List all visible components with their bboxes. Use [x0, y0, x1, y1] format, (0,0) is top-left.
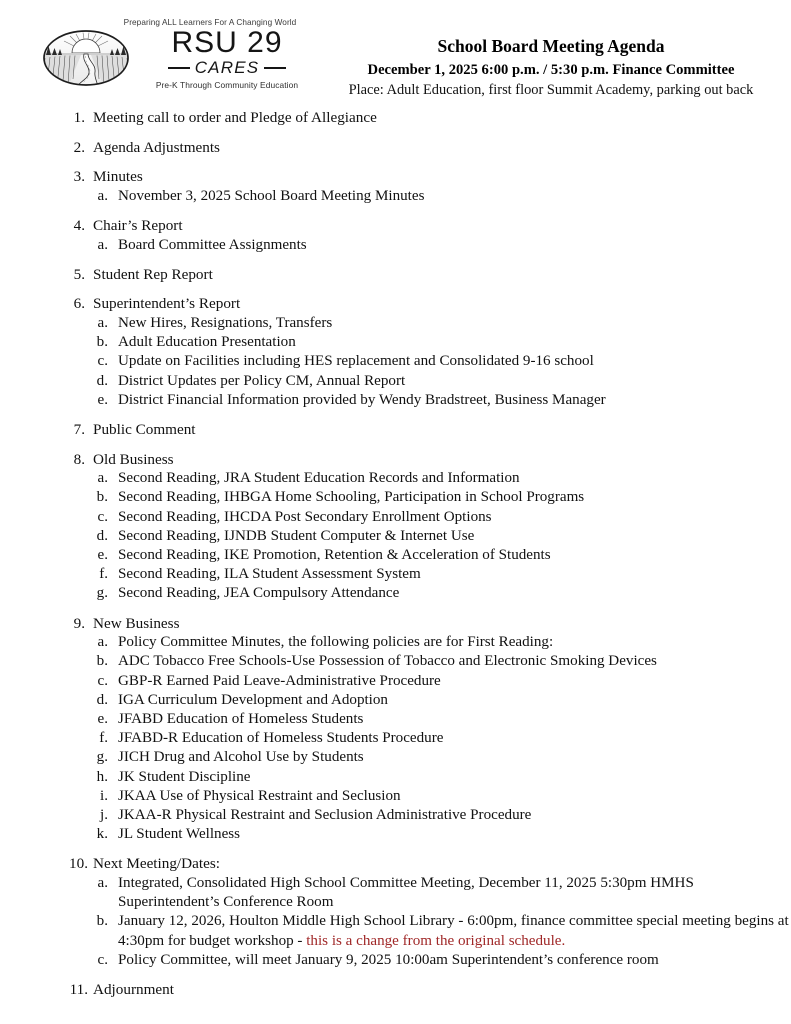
- agenda-item-row: [0, 138, 791, 158]
- agenda-subitem-label: New Hires, Resignations, Transfers: [118, 314, 333, 331]
- agenda-subitem-row: [0, 633, 791, 652]
- agenda-subitem-row: [0, 469, 791, 488]
- agenda-subitem-letter: a.: [97, 187, 108, 204]
- agenda-item-number: 8.: [73, 450, 85, 468]
- sunrise-over-road-oval-logo: [42, 29, 130, 87]
- agenda-subitem-row: [0, 691, 791, 710]
- agenda-subitem-row: [0, 352, 791, 371]
- agenda-subitem-letter: c.: [97, 672, 108, 689]
- agenda-subitem-letter: b.: [96, 913, 108, 930]
- agenda-subitem-label: JFABD-R Education of Homeless Students Procedure: [118, 730, 444, 747]
- agenda-subitem-row: [0, 912, 791, 950]
- agenda-subitem-letter: c.: [97, 353, 108, 370]
- agenda-item-row: [0, 450, 791, 470]
- agenda-subitem-letter: a.: [97, 875, 108, 892]
- agenda-subitem-row: [0, 874, 791, 912]
- agenda-item: [0, 294, 791, 410]
- agenda-item-label: Minutes: [93, 168, 143, 186]
- agenda-item-label: Old Business: [93, 450, 174, 468]
- agenda-subitem-letter: g.: [96, 749, 108, 766]
- brand-cares: CARES: [194, 58, 260, 77]
- agenda-subitem-label: Second Reading, IJNDB Student Computer & Internet Use: [118, 527, 475, 544]
- agenda-subitem-list: [0, 236, 791, 255]
- agenda-subitem-row: [0, 825, 791, 844]
- agenda-subitem-letter: a.: [97, 314, 108, 331]
- agenda-subitem-letter: a.: [97, 634, 108, 651]
- agenda-subitem-label: Integrated, Consolidated High School Committee Meeting, December 11, 2025 5:30pm HMHS Superintendent’s Conference Room: [118, 875, 694, 911]
- agenda-subitem-label: GBP-R Earned Paid Leave-Administrative Procedure: [118, 672, 441, 689]
- agenda-subitem-label: Adult Education Presentation: [118, 334, 296, 351]
- meeting-datetime: December 1, 2025 6:00 p.m. / 5:30 p.m. Finance Committee: [367, 62, 735, 78]
- brand-name: RSU 29: [171, 26, 283, 59]
- agenda-item-label: Agenda Adjustments: [93, 138, 220, 156]
- agenda-subitem-letter: d.: [96, 691, 108, 708]
- agenda-subitem-row: [0, 806, 791, 825]
- agenda-item-row: [0, 108, 791, 128]
- agenda-item-number: 5.: [73, 265, 85, 283]
- agenda-item: [0, 420, 791, 440]
- agenda-subitem-letter: d.: [96, 372, 108, 389]
- agenda-subitem-row: [0, 527, 791, 546]
- document-header: [0, 0, 791, 108]
- agenda-subitem-label: Second Reading, JRA Student Education Records and Information: [118, 470, 520, 487]
- agenda-item: [0, 216, 791, 255]
- agenda-item: [0, 265, 791, 285]
- agenda-item-number: 6.: [73, 295, 85, 313]
- agenda-subitem-letter: d.: [96, 527, 108, 544]
- agenda-item-row: [0, 980, 791, 1000]
- brand-dash-left: [168, 67, 190, 69]
- agenda-subitem-row: [0, 652, 791, 671]
- agenda-subitem-letter: a.: [97, 470, 108, 487]
- agenda-item: [0, 167, 791, 206]
- agenda-item: [0, 980, 791, 1000]
- agenda-item-row: [0, 614, 791, 634]
- agenda-subitem-row: [0, 768, 791, 787]
- agenda-subitem-list: [0, 187, 791, 206]
- agenda-subitem-label: JFABD Education of Homeless Students: [118, 711, 364, 727]
- agenda-subitem-label: Second Reading, IHBGA Home Schooling, Participation in School Programs: [118, 489, 585, 506]
- agenda-item-number: 2.: [73, 138, 85, 156]
- agenda-item-number: 7.: [73, 420, 85, 438]
- agenda-subitem-label: Update on Facilities including HES replacement and Consolidated 9-16 school: [118, 353, 594, 370]
- agenda-subitem-letter: c.: [97, 508, 108, 525]
- agenda-subitem-label: Policy Committee, will meet January 9, 2025 10:00am Superintendent’s conference room: [118, 951, 659, 968]
- agenda-subitem-list: [0, 874, 791, 970]
- agenda-subitem-row: [0, 787, 791, 806]
- agenda-subitem-row: [0, 672, 791, 691]
- agenda-item-number: 11.: [69, 981, 88, 999]
- agenda-subitem-row: [0, 710, 791, 729]
- agenda-item-row: [0, 294, 791, 314]
- agenda-item: [0, 108, 791, 128]
- agenda-subitem-list: [0, 314, 791, 410]
- agenda-subitem-letter: f.: [99, 730, 108, 747]
- agenda-subitem-label: ADC Tobacco Free Schools-Use Possession of Tobacco and Electronic Smoking Devices: [118, 653, 657, 670]
- agenda-item-label: Public Comment: [93, 420, 196, 438]
- agenda-item-label: Student Rep Report: [93, 265, 213, 283]
- agenda-subitem-row: [0, 748, 791, 767]
- agenda-subitem-letter: a.: [97, 236, 108, 253]
- agenda-subitem-label: January 12, 2026, Houlton Middle High School Library - 6:00pm, finance committee special meeting begins at 4:30pm for budget workshop -: [118, 913, 789, 949]
- agenda-subitem-row: [0, 391, 791, 410]
- agenda-subitem-letter: k.: [96, 826, 108, 843]
- agenda-subitem-letter: e.: [97, 546, 108, 563]
- agenda-subitem-row: [0, 565, 791, 584]
- agenda-subitem-label: JK Student Discipline: [118, 768, 251, 785]
- agenda-item-row: [0, 420, 791, 440]
- agenda-subitem-label: District Updates per Policy CM, Annual Report: [118, 372, 406, 389]
- agenda-subitem-letter: e.: [97, 391, 108, 408]
- agenda-subitem-letter: b.: [96, 334, 108, 351]
- agenda-subitem-label: Board Committee Assignments: [118, 236, 307, 253]
- agenda-item-label: Adjournment: [93, 981, 174, 999]
- agenda-subitem-letter: c.: [97, 951, 108, 968]
- agenda-item-number: 10.: [69, 855, 88, 873]
- agenda-item-label: Next Meeting/Dates:: [93, 855, 220, 873]
- agenda-list: [0, 108, 791, 1000]
- district-branding: [34, 18, 324, 104]
- agenda-subitem-row: [0, 729, 791, 748]
- brand-tagline: Preparing ALL Learners For A Changing World: [123, 18, 297, 27]
- agenda-item: [0, 450, 791, 604]
- agenda-subitem-letter: b.: [96, 653, 108, 670]
- agenda-item-number: 1.: [73, 109, 85, 126]
- agenda-item-number: 4.: [73, 216, 85, 234]
- agenda-item-row: [0, 216, 791, 236]
- brand-cares-row: [130, 59, 324, 77]
- agenda-item-label: Meeting call to order and Pledge of Allegiance: [93, 109, 377, 126]
- agenda-subitem-letter: e.: [97, 711, 108, 727]
- agenda-subitem-letter: b.: [96, 489, 108, 506]
- agenda-subitem-letter: f.: [99, 566, 108, 583]
- agenda-subitem-letter: i.: [100, 787, 108, 804]
- agenda-subitem-row: [0, 546, 791, 565]
- agenda-subitem-label: JL Student Wellness: [118, 826, 241, 843]
- brand-wordmark: [130, 28, 324, 90]
- agenda-item-row: [0, 265, 791, 285]
- meeting-location: Place: Adult Education, first floor Summit Academy, parking out back: [348, 82, 754, 98]
- agenda-item-label: New Business: [93, 614, 180, 632]
- agenda-item-row: [0, 854, 791, 874]
- agenda-subitem-label: Second Reading, IKE Promotion, Retention & Acceleration of Students: [118, 546, 551, 563]
- agenda-subitem-list: [0, 633, 791, 844]
- agenda-subitem-label: District Financial Information provided by Wendy Bradstreet, Business Manager: [118, 391, 606, 408]
- agenda-subitem-row: [0, 951, 791, 970]
- agenda-item: [0, 854, 791, 970]
- agenda-subitem-label: JKAA-R Physical Restraint and Seclusion Administrative Procedure: [118, 807, 532, 824]
- agenda-subitem-label: Second Reading, JEA Compulsory Attendance: [118, 585, 400, 602]
- agenda-subitem-row: [0, 314, 791, 333]
- agenda-item-number: 9.: [73, 614, 85, 632]
- agenda-item-row: [0, 167, 791, 187]
- page-title: School Board Meeting Agenda: [437, 36, 665, 56]
- title-block: [325, 36, 777, 99]
- brand-subtitle: Pre-K Through Community Education: [155, 80, 299, 90]
- agenda-item: [0, 614, 791, 845]
- agenda-item: [0, 138, 791, 158]
- brand-dash-right: [264, 67, 286, 69]
- agenda-subitem-label: JICH Drug and Alcohol Use by Students: [118, 749, 364, 766]
- agenda-subitem-label: IGA Curriculum Development and Adoption: [118, 691, 388, 708]
- agenda-subitem-row: [0, 236, 791, 255]
- agenda-subitem-row: [0, 508, 791, 527]
- agenda-subitem-row: [0, 488, 791, 507]
- agenda-subitem-label: November 3, 2025 School Board Meeting Minutes: [118, 187, 425, 204]
- schedule-change-note: this is a change from the original schedule.: [306, 932, 566, 949]
- agenda-item-number: 3.: [73, 168, 85, 186]
- agenda-subitem-row: [0, 333, 791, 352]
- agenda-subitem-row: [0, 584, 791, 603]
- agenda-subitem-label: Second Reading, ILA Student Assessment System: [118, 566, 421, 583]
- agenda-subitem-letter: g.: [96, 585, 108, 602]
- agenda-subitem-label: Policy Committee Minutes, the following policies are for First Reading:: [118, 634, 554, 651]
- agenda-subitem-list: [0, 469, 791, 603]
- agenda-item-label: Superintendent’s Report: [93, 295, 241, 313]
- agenda-subitem-row: [0, 372, 791, 391]
- agenda-subitem-label: JKAA Use of Physical Restraint and Seclusion: [118, 787, 401, 804]
- agenda-subitem-letter: h.: [96, 768, 108, 785]
- agenda-item-label: Chair’s Report: [93, 216, 183, 234]
- agenda-subitem-letter: j.: [100, 807, 108, 824]
- agenda-subitem-label: Second Reading, IHCDA Post Secondary Enrollment Options: [118, 508, 492, 525]
- agenda-subitem-row: [0, 187, 791, 206]
